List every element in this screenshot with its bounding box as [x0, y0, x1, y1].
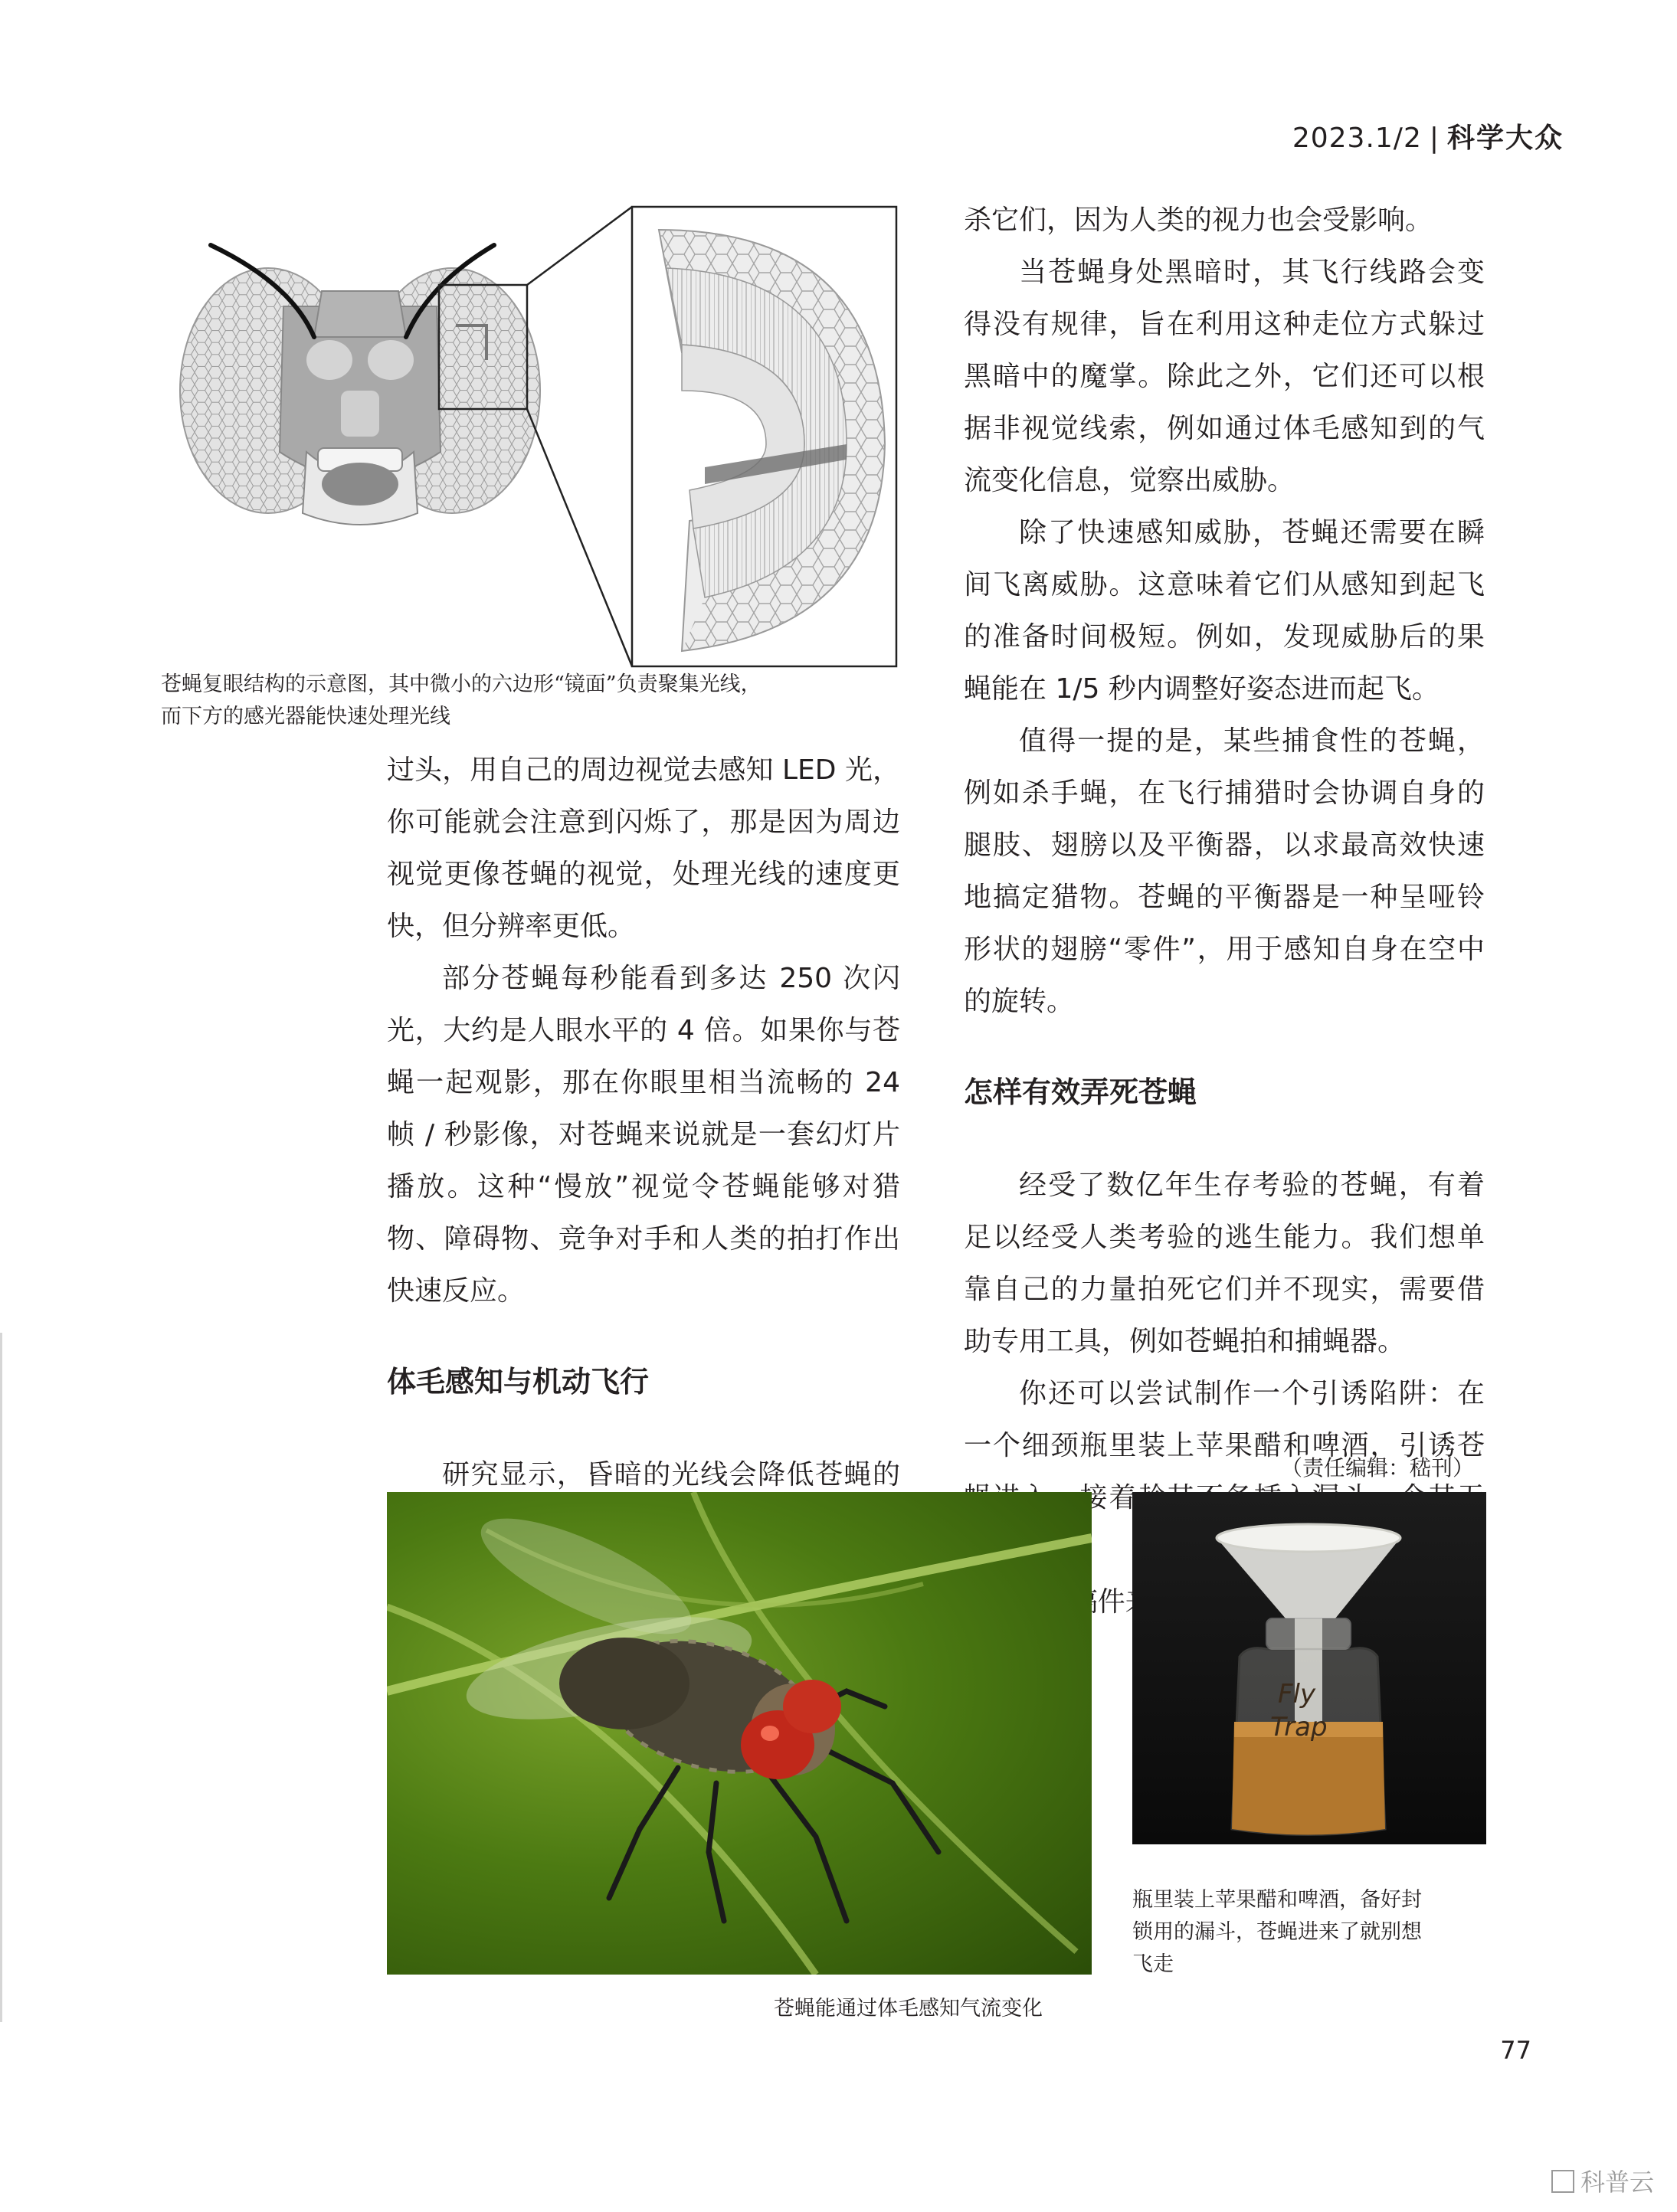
- trap-label-trap: Trap: [1270, 1712, 1328, 1742]
- trap-label-fly: Fly: [1278, 1679, 1316, 1710]
- right-paragraph-4: 经受了数亿年生存考验的苍蝇，有着足以经受人类考验的逃生能力。我们想单靠自己的力量拍死它们并不现实，需要借助专用工具，例如苍蝇拍和捕蝇器。: [964, 1170, 1485, 1357]
- left-column: [387, 744, 900, 1553]
- left-paragraph-3: 研究显示，昏暗的光线会降低苍蝇的: [442, 1459, 900, 1490]
- magazine-title: 科学大众: [1446, 122, 1564, 154]
- fly-illustration: [387, 1492, 1092, 1975]
- watermark: 科普云: [1551, 2163, 1654, 2198]
- watermark-logo-icon: [1551, 2170, 1574, 2193]
- page-header: [1292, 116, 1564, 155]
- right-paragraph-1: 当苍蝇身处黑暗时，其飞行线路会变得没有规律，旨在利用这种走位方式躲过黑暗中的魔掌。除此之外，它们还可以根据非视觉线索，例如通过体毛感知到的气流变化信息，觉察出威胁。: [964, 257, 1485, 496]
- page-number: 77: [1500, 2036, 1531, 2065]
- fly-photo: [387, 1492, 1092, 1975]
- page-edge-mark: [0, 1333, 2, 2022]
- fly-trap-illustration: [1132, 1492, 1486, 1844]
- right-paragraph-3: 值得一提的是，某些捕食性的苍蝇，例如杀手蝇，在飞行捕猎时会协调自身的腿肢、翅膀以及平衡器，以求最高效快速地搞定猎物。苍蝇的平衡器是一种呈哑铃形状的翅膀“零件”，用于感知自身在空中的旋转。: [964, 725, 1485, 1017]
- left-paragraph-2: 部分苍蝇每秒能看到多达 250 次闪光，大约是人眼水平的 4 倍。如果你与苍蝇一起观影，那在你眼里相当流畅的 24 帧 / 秒影像，对苍蝇来说就是一套幻灯片播放。这种“慢放”视觉令苍蝇能够对猎物、障碍物、竞争对手和人类的拍打作出快速反应。: [387, 963, 900, 1307]
- left-paragraph-1: 过头，用自己的周边视觉去感知 LED 光，你可能就会注意到闪烁了，那是因为周边视觉更像苍蝇的视觉，处理光线的速度更快，但分辨率更低。: [387, 754, 900, 942]
- section-heading-hair-sensing: 体毛感知与机动飞行: [387, 1365, 650, 1399]
- diagram-caption: 苍蝇复眼结构的示意图，其中微小的六边形“镜面”负责聚集光线， 而下方的感光器能快速处理光线: [161, 672, 762, 728]
- right-paragraph-0: 杀它们，因为人类的视力也会受影响。: [964, 205, 1433, 236]
- right-paragraph-2: 除了快速感知威胁，苍蝇还需要在瞬间飞离威胁。这意味着它们从感知到起飞的准备时间极短。例如，发现威胁后的果蝇能在 1/5 秒内调整好姿态进而起飞。: [964, 517, 1485, 705]
- editor-credit: （责任编辑：嵇刊）: [1280, 1455, 1474, 1481]
- fly-head-illustration: [180, 245, 540, 525]
- section-heading-kill-flies: 怎样有效弄死苍蝇: [964, 1075, 1197, 1109]
- fly-photo-caption: 苍蝇能通过体毛感知气流变化: [774, 1997, 1043, 2021]
- fly-trap-photo: [1132, 1492, 1486, 1844]
- right-paragraph-5: 你还可以尝试制作一个引诱陷阱：在一个细颈瓶里装上苹果醋和啤酒，引诱苍 进入，接着趁其: [964, 1378, 1485, 1513]
- header-separator: |: [1429, 123, 1440, 154]
- right-column: [964, 195, 1485, 1628]
- compound-eye-diagram: [153, 199, 919, 674]
- fly-trap-caption: 瓶里装上苹果醋和啤酒，备好封 锁用的漏斗，苍蝇进来了就别想 飞走: [1132, 1888, 1422, 1976]
- issue-date: 2023.1/2: [1292, 123, 1422, 154]
